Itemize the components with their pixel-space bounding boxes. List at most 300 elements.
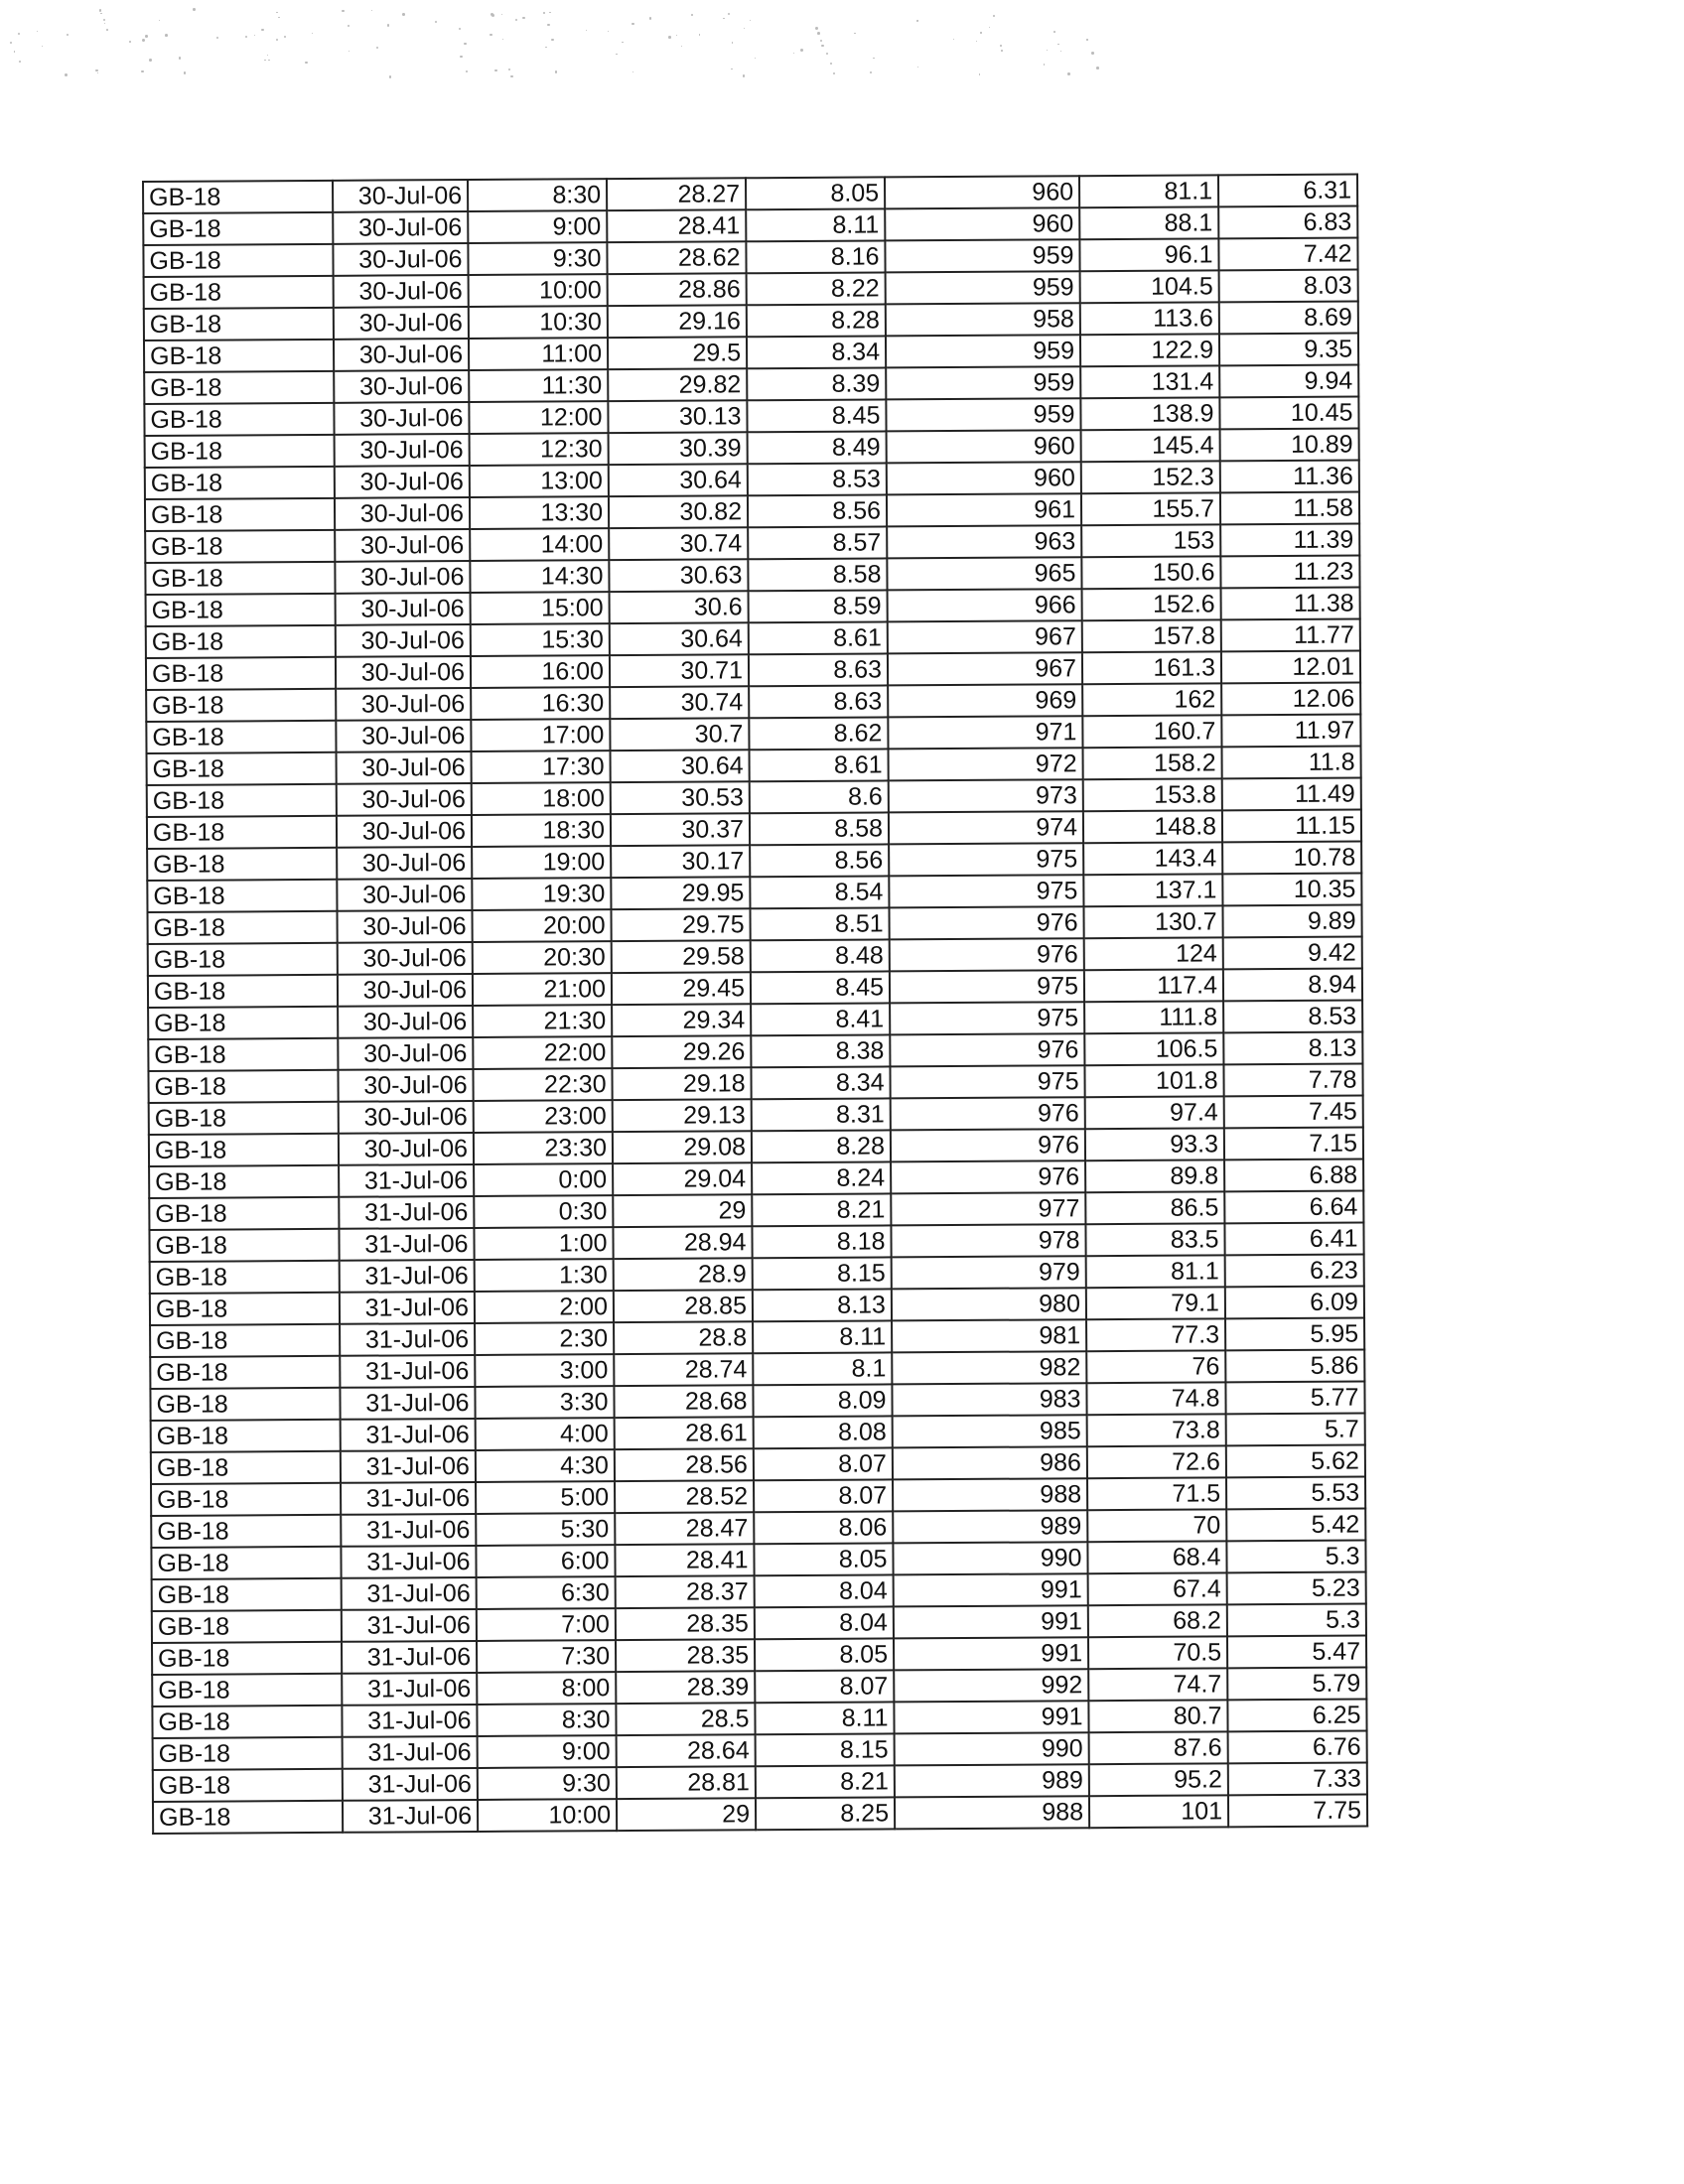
- value-4-cell: 74.7: [1088, 1668, 1227, 1701]
- station-id-cell: GB-18: [145, 530, 335, 563]
- scan-noise-speck: [622, 42, 623, 43]
- value-2-cell: 8.54: [750, 876, 889, 908]
- date-cell: 30-Jul-06: [339, 1101, 474, 1134]
- station-id-cell: GB-18: [147, 752, 337, 785]
- value-2-cell: 8.21: [752, 1193, 891, 1226]
- date-cell: 30-Jul-06: [336, 656, 471, 689]
- value-3-cell: 959: [886, 398, 1080, 431]
- value-4-cell: 71.5: [1087, 1477, 1226, 1510]
- scan-noise-speck: [731, 68, 732, 69]
- time-cell: 22:30: [473, 1068, 612, 1101]
- value-2-cell: 8.57: [748, 526, 887, 559]
- value-1-cell: 29.18: [612, 1067, 751, 1100]
- value-1-cell: 29.82: [608, 368, 747, 401]
- scan-noise-speck: [145, 35, 148, 38]
- scan-noise-speck: [1000, 45, 1002, 47]
- station-id-cell: GB-18: [145, 562, 335, 595]
- value-2-cell: 8.13: [753, 1289, 892, 1321]
- value-2-cell: 8.6: [750, 780, 889, 813]
- scan-noise-speck: [632, 71, 633, 72]
- station-id-cell: GB-18: [145, 435, 335, 468]
- value-2-cell: 8.53: [748, 463, 887, 495]
- value-2-cell: 8.05: [755, 1638, 894, 1671]
- time-cell: 11:00: [469, 338, 608, 370]
- value-3-cell: 974: [889, 811, 1083, 844]
- scan-noise-speck: [1053, 31, 1055, 33]
- time-cell: 10:30: [469, 306, 608, 339]
- scan-noise-speck: [10, 42, 12, 44]
- station-id-cell: GB-18: [150, 1261, 340, 1294]
- value-1-cell: 30.74: [610, 686, 749, 719]
- value-5-cell: 11.97: [1221, 715, 1360, 748]
- value-3-cell: 982: [892, 1351, 1086, 1384]
- scan-noise-speck: [254, 35, 255, 36]
- scan-noise-speck: [989, 27, 990, 28]
- time-cell: 0:30: [474, 1195, 613, 1228]
- station-id-cell: GB-18: [148, 911, 338, 944]
- value-2-cell: 8.34: [747, 336, 886, 368]
- value-5-cell: 5.42: [1226, 1508, 1365, 1541]
- value-2-cell: 8.18: [752, 1225, 891, 1258]
- time-cell: 17:30: [472, 751, 611, 783]
- scan-noise-speck: [179, 57, 181, 59]
- value-3-cell: 991: [894, 1701, 1088, 1733]
- value-1-cell: 28.35: [616, 1639, 755, 1672]
- value-4-cell: 150.6: [1081, 556, 1220, 589]
- scan-noise-speck: [19, 61, 21, 63]
- station-id-cell: GB-18: [149, 1229, 339, 1262]
- date-cell: 30-Jul-06: [334, 339, 469, 371]
- time-cell: 17:00: [471, 719, 610, 751]
- time-cell: 2:00: [475, 1291, 614, 1323]
- scan-noise-speck: [141, 70, 143, 72]
- value-5-cell: 8.94: [1223, 969, 1362, 1002]
- station-id-cell: GB-18: [152, 1642, 342, 1675]
- value-3-cell: 988: [895, 1796, 1089, 1829]
- value-5-cell: 6.31: [1218, 175, 1357, 207]
- value-2-cell: 8.22: [747, 272, 886, 305]
- time-cell: 16:00: [471, 655, 610, 688]
- scan-noise-speck: [833, 72, 835, 74]
- value-4-cell: 81.1: [1079, 175, 1218, 207]
- time-cell: 11:30: [469, 369, 608, 402]
- value-5-cell: 10.78: [1222, 842, 1361, 875]
- value-3-cell: 966: [888, 589, 1082, 621]
- scan-noise-speck: [103, 19, 105, 21]
- value-3-cell: 981: [892, 1319, 1086, 1352]
- time-cell: 3:30: [475, 1386, 614, 1419]
- value-4-cell: 67.4: [1088, 1572, 1227, 1605]
- value-2-cell: 8.11: [753, 1320, 892, 1353]
- value-3-cell: 980: [892, 1288, 1086, 1320]
- scan-noise-speck: [464, 43, 466, 45]
- value-4-cell: 96.1: [1079, 238, 1218, 271]
- value-4-cell: 160.7: [1082, 715, 1221, 748]
- value-3-cell: 960: [885, 207, 1079, 240]
- value-5-cell: 5.23: [1227, 1571, 1366, 1604]
- value-4-cell: 74.8: [1086, 1382, 1225, 1415]
- value-5-cell: 11.49: [1222, 778, 1361, 811]
- value-5-cell: 6.09: [1225, 1287, 1364, 1319]
- value-5-cell: 6.64: [1224, 1191, 1363, 1224]
- station-id-cell: GB-18: [147, 880, 337, 912]
- value-2-cell: 8.38: [751, 1034, 890, 1067]
- value-3-cell: 967: [888, 620, 1082, 653]
- date-cell: 30-Jul-06: [334, 307, 469, 340]
- value-4-cell: 79.1: [1086, 1287, 1225, 1319]
- value-2-cell: 8.28: [752, 1130, 891, 1162]
- value-5-cell: 11.23: [1220, 556, 1359, 589]
- station-id-cell: GB-18: [147, 816, 337, 849]
- date-cell: 30-Jul-06: [338, 1006, 473, 1038]
- time-cell: 5:00: [476, 1481, 615, 1514]
- station-id-cell: GB-18: [152, 1578, 342, 1611]
- value-1-cell: 30.17: [611, 845, 750, 878]
- scan-noise-speck: [129, 41, 131, 43]
- date-cell: 31-Jul-06: [341, 1482, 476, 1515]
- scan-noise-speck: [376, 47, 378, 49]
- scan-noise-speck: [149, 59, 152, 62]
- value-2-cell: 8.15: [756, 1733, 895, 1766]
- value-1-cell: 30.64: [611, 750, 750, 782]
- value-5-cell: 5.77: [1225, 1382, 1364, 1415]
- value-2-cell: 8.49: [748, 431, 887, 464]
- value-2-cell: 8.48: [751, 939, 890, 972]
- time-cell: 8:30: [477, 1704, 616, 1736]
- value-2-cell: 8.24: [752, 1161, 891, 1194]
- value-4-cell: 111.8: [1084, 1001, 1223, 1033]
- value-5-cell: 7.78: [1223, 1064, 1362, 1097]
- scan-noise-speck: [649, 17, 651, 19]
- value-2-cell: 8.15: [753, 1257, 892, 1290]
- value-4-cell: 93.3: [1085, 1128, 1224, 1160]
- value-4-cell: 76: [1086, 1350, 1225, 1383]
- scan-noise-speck: [1047, 50, 1048, 51]
- value-4-cell: 152.3: [1081, 461, 1220, 493]
- date-cell: 30-Jul-06: [335, 529, 470, 562]
- value-2-cell: 8.59: [749, 590, 888, 622]
- value-5-cell: 12.06: [1221, 683, 1360, 716]
- value-1-cell: 29.13: [613, 1099, 752, 1132]
- time-cell: 12:00: [469, 401, 608, 434]
- value-1-cell: 30.53: [611, 781, 750, 814]
- scan-noise-speck: [522, 17, 525, 20]
- date-cell: 31-Jul-06: [342, 1609, 477, 1642]
- time-cell: 20:00: [472, 909, 611, 942]
- date-cell: 30-Jul-06: [337, 783, 472, 816]
- value-3-cell: 963: [887, 525, 1081, 558]
- station-id-cell: GB-18: [151, 1547, 341, 1579]
- value-1-cell: 29.34: [612, 1004, 751, 1036]
- value-1-cell: 29: [617, 1798, 756, 1831]
- value-1-cell: 29.58: [612, 940, 751, 973]
- value-5-cell: 6.83: [1218, 206, 1357, 239]
- value-4-cell: 152.6: [1082, 588, 1221, 620]
- value-4-cell: 86.5: [1085, 1191, 1224, 1224]
- date-cell: 30-Jul-06: [335, 434, 470, 467]
- value-1-cell: 29.45: [612, 972, 751, 1005]
- scan-noise-speck: [555, 70, 557, 72]
- value-3-cell: 959: [886, 366, 1080, 399]
- value-4-cell: 153.8: [1083, 778, 1222, 811]
- scan-noise-speck: [276, 12, 278, 14]
- value-3-cell: 976: [891, 1129, 1085, 1161]
- value-1-cell: 30.37: [611, 813, 750, 846]
- date-cell: 31-Jul-06: [339, 1228, 474, 1261]
- time-cell: 6:30: [477, 1576, 616, 1609]
- time-cell: 4:00: [476, 1418, 615, 1450]
- station-id-cell: GB-18: [143, 244, 333, 277]
- station-id-cell: GB-18: [149, 1197, 339, 1230]
- scan-noise-speck: [65, 73, 68, 76]
- scan-noise-speck: [348, 25, 350, 27]
- value-2-cell: 8.07: [754, 1447, 893, 1480]
- station-id-cell: GB-18: [149, 1102, 339, 1135]
- value-4-cell: 73.8: [1087, 1414, 1226, 1446]
- scan-noise-speck: [543, 12, 545, 14]
- date-cell: 31-Jul-06: [340, 1260, 475, 1293]
- value-3-cell: 971: [888, 716, 1082, 749]
- time-cell: 21:00: [473, 973, 612, 1006]
- time-cell: 15:30: [471, 623, 610, 656]
- value-3-cell: 978: [891, 1224, 1085, 1257]
- scan-noise-speck: [916, 20, 918, 22]
- date-cell: 30-Jul-06: [335, 497, 470, 530]
- station-id-cell: GB-18: [153, 1769, 343, 1802]
- value-3-cell: 983: [892, 1383, 1086, 1416]
- value-1-cell: 28.37: [616, 1575, 755, 1608]
- value-3-cell: 989: [895, 1764, 1089, 1797]
- value-5-cell: 6.41: [1224, 1223, 1363, 1256]
- value-2-cell: 8.63: [749, 685, 888, 718]
- time-cell: 3:00: [475, 1354, 614, 1387]
- station-id-cell: GB-18: [150, 1388, 340, 1421]
- station-id-cell: GB-18: [146, 594, 336, 626]
- station-id-cell: GB-18: [149, 1165, 339, 1198]
- value-5-cell: 11.8: [1222, 747, 1361, 779]
- value-5-cell: 6.76: [1228, 1730, 1367, 1763]
- scan-noise-speck: [268, 60, 269, 61]
- scan-noise-speck: [515, 19, 517, 21]
- value-5-cell: 6.88: [1224, 1160, 1363, 1192]
- value-5-cell: 11.39: [1220, 524, 1359, 557]
- station-id-cell: GB-18: [146, 625, 336, 658]
- station-id-cell: GB-18: [150, 1324, 340, 1357]
- value-5-cell: 10.35: [1222, 874, 1361, 906]
- value-3-cell: 959: [886, 271, 1080, 304]
- time-cell: 19:00: [472, 846, 611, 879]
- value-1-cell: 28.41: [615, 1544, 754, 1576]
- station-id-cell: GB-18: [145, 467, 335, 499]
- time-cell: 15:00: [471, 592, 610, 624]
- station-id-cell: GB-18: [148, 1070, 338, 1103]
- value-3-cell: 960: [887, 430, 1081, 463]
- station-id-cell: GB-18: [153, 1737, 343, 1770]
- value-4-cell: 68.4: [1087, 1541, 1226, 1573]
- date-cell: 30-Jul-06: [337, 815, 472, 848]
- date-cell: 30-Jul-06: [338, 942, 473, 975]
- value-2-cell: 8.45: [751, 971, 890, 1004]
- value-5-cell: 6.23: [1225, 1255, 1364, 1288]
- time-cell: 19:30: [472, 878, 611, 910]
- station-id-cell: GB-18: [148, 943, 338, 976]
- scan-noise-speck: [699, 34, 701, 36]
- value-5-cell: 11.77: [1221, 619, 1360, 652]
- station-id-cell: GB-18: [148, 1038, 338, 1071]
- time-cell: 18:30: [472, 814, 611, 847]
- scan-noise-speck: [632, 23, 633, 25]
- value-2-cell: 8.56: [748, 494, 887, 527]
- value-1-cell: 28.62: [607, 241, 746, 274]
- value-1-cell: 29.04: [613, 1162, 752, 1195]
- value-4-cell: 106.5: [1084, 1032, 1223, 1065]
- scan-noise-speck: [608, 31, 609, 32]
- scan-noise-speck: [993, 15, 995, 17]
- time-cell: 23:00: [474, 1100, 613, 1133]
- value-4-cell: 161.3: [1082, 651, 1221, 684]
- time-cell: 7:30: [477, 1640, 616, 1673]
- value-4-cell: 124: [1084, 937, 1223, 970]
- value-2-cell: 8.61: [750, 749, 889, 781]
- value-4-cell: 95.2: [1089, 1763, 1228, 1796]
- date-cell: 31-Jul-06: [343, 1736, 478, 1769]
- value-2-cell: 8.31: [752, 1098, 891, 1131]
- value-1-cell: 28.81: [617, 1766, 756, 1799]
- time-cell: 2:30: [475, 1322, 614, 1355]
- value-2-cell: 8.51: [750, 907, 889, 940]
- scan-noise-speck: [67, 34, 69, 36]
- value-1-cell: 28.85: [614, 1290, 753, 1322]
- time-cell: 1:30: [475, 1259, 614, 1292]
- scan-noise-speck: [502, 39, 504, 41]
- date-cell: 31-Jul-06: [340, 1292, 475, 1324]
- scan-noise-speck: [873, 58, 875, 60]
- value-2-cell: 8.63: [749, 653, 888, 686]
- station-id-cell: GB-18: [146, 689, 336, 722]
- station-id-cell: GB-18: [152, 1610, 342, 1643]
- value-5-cell: 5.7: [1226, 1413, 1365, 1445]
- time-cell: 9:30: [468, 242, 607, 275]
- scan-noise-speck: [106, 29, 108, 31]
- time-cell: 8:00: [477, 1672, 616, 1705]
- value-2-cell: 8.58: [750, 812, 889, 845]
- value-3-cell: 990: [893, 1542, 1087, 1574]
- station-id-cell: GB-18: [143, 212, 333, 245]
- value-5-cell: 9.89: [1222, 905, 1361, 938]
- value-3-cell: 992: [894, 1669, 1088, 1702]
- scan-noise-speck: [870, 71, 872, 73]
- value-4-cell: 101.8: [1084, 1064, 1223, 1097]
- time-cell: 10:00: [469, 274, 608, 307]
- date-cell: 30-Jul-06: [336, 720, 471, 752]
- scan-noise-speck: [267, 55, 268, 56]
- scan-noise-speck: [142, 39, 145, 42]
- time-cell: 10:00: [478, 1799, 617, 1832]
- value-4-cell: 117.4: [1084, 969, 1223, 1002]
- station-id-cell: GB-18: [148, 1007, 338, 1039]
- date-cell: 31-Jul-06: [340, 1355, 475, 1388]
- value-4-cell: 101: [1089, 1795, 1228, 1828]
- value-3-cell: 958: [886, 303, 1080, 336]
- value-1-cell: 28.86: [608, 273, 747, 306]
- date-cell: 30-Jul-06: [335, 561, 470, 594]
- scan-noise-speck: [953, 39, 954, 40]
- scan-noise-speck: [545, 47, 546, 48]
- value-4-cell: 122.9: [1080, 334, 1219, 366]
- station-id-cell: GB-18: [143, 181, 333, 213]
- value-1-cell: 28.8: [614, 1321, 753, 1354]
- value-3-cell: 988: [893, 1478, 1087, 1511]
- scan-noise-speck: [1096, 67, 1099, 69]
- station-id-cell: GB-18: [150, 1293, 340, 1325]
- value-4-cell: 81.1: [1086, 1255, 1225, 1288]
- scan-noise-speck: [305, 62, 308, 65]
- value-4-cell: 145.4: [1081, 429, 1220, 462]
- value-5-cell: 7.33: [1228, 1762, 1367, 1795]
- value-4-cell: 148.8: [1083, 810, 1222, 843]
- station-id-cell: GB-18: [144, 308, 334, 341]
- value-2-cell: 8.34: [751, 1066, 890, 1099]
- value-3-cell: 976: [890, 1033, 1084, 1066]
- scan-noise-speck: [278, 17, 280, 19]
- scan-noise-speck: [586, 30, 587, 31]
- scan-noise-speck: [668, 36, 671, 39]
- scan-noise-speck: [184, 71, 186, 73]
- time-cell: 1:00: [474, 1227, 613, 1260]
- scan-noise-speck: [193, 8, 196, 11]
- date-cell: 31-Jul-06: [342, 1641, 477, 1674]
- scan-noise-speck: [494, 69, 496, 71]
- time-cell: 5:30: [476, 1513, 615, 1546]
- scan-noise-speck: [95, 69, 97, 71]
- scan-noise-speck: [676, 35, 677, 36]
- value-2-cell: 8.05: [746, 177, 885, 209]
- value-5-cell: 11.15: [1222, 810, 1361, 843]
- value-5-cell: 11.38: [1221, 588, 1360, 620]
- value-4-cell: 89.8: [1085, 1160, 1224, 1192]
- value-3-cell: 976: [891, 1160, 1085, 1193]
- date-cell: 31-Jul-06: [339, 1164, 474, 1197]
- value-4-cell: 138.9: [1080, 397, 1219, 430]
- value-2-cell: 8.04: [755, 1606, 894, 1639]
- value-3-cell: 991: [894, 1637, 1088, 1670]
- scan-noise-speck: [549, 12, 551, 14]
- date-cell: 30-Jul-06: [337, 751, 472, 784]
- value-3-cell: 991: [894, 1573, 1088, 1606]
- scan-noise-speck: [261, 29, 264, 32]
- date-cell: 30-Jul-06: [336, 688, 471, 721]
- scan-noise-speck: [1060, 51, 1062, 53]
- value-3-cell: 965: [887, 557, 1081, 590]
- value-2-cell: 8.05: [754, 1543, 893, 1575]
- value-1-cell: 28.94: [613, 1226, 752, 1259]
- time-cell: 14:30: [470, 560, 609, 593]
- value-1-cell: 30.74: [609, 527, 748, 560]
- value-1-cell: 30.7: [610, 718, 749, 751]
- time-cell: 9:00: [478, 1735, 617, 1768]
- scan-noise-speck: [466, 70, 468, 72]
- scan-noise-speck: [100, 13, 101, 14]
- value-3-cell: 959: [886, 335, 1080, 367]
- scan-noise-speck: [681, 46, 682, 47]
- value-1-cell: 30.63: [609, 559, 748, 592]
- date-cell: 31-Jul-06: [342, 1705, 477, 1737]
- value-1-cell: 28.35: [616, 1607, 755, 1640]
- value-1-cell: 30.82: [609, 495, 748, 528]
- scan-noise-speck: [1092, 54, 1093, 55]
- value-1-cell: 30.39: [609, 432, 748, 465]
- value-1-cell: 30.13: [608, 400, 747, 433]
